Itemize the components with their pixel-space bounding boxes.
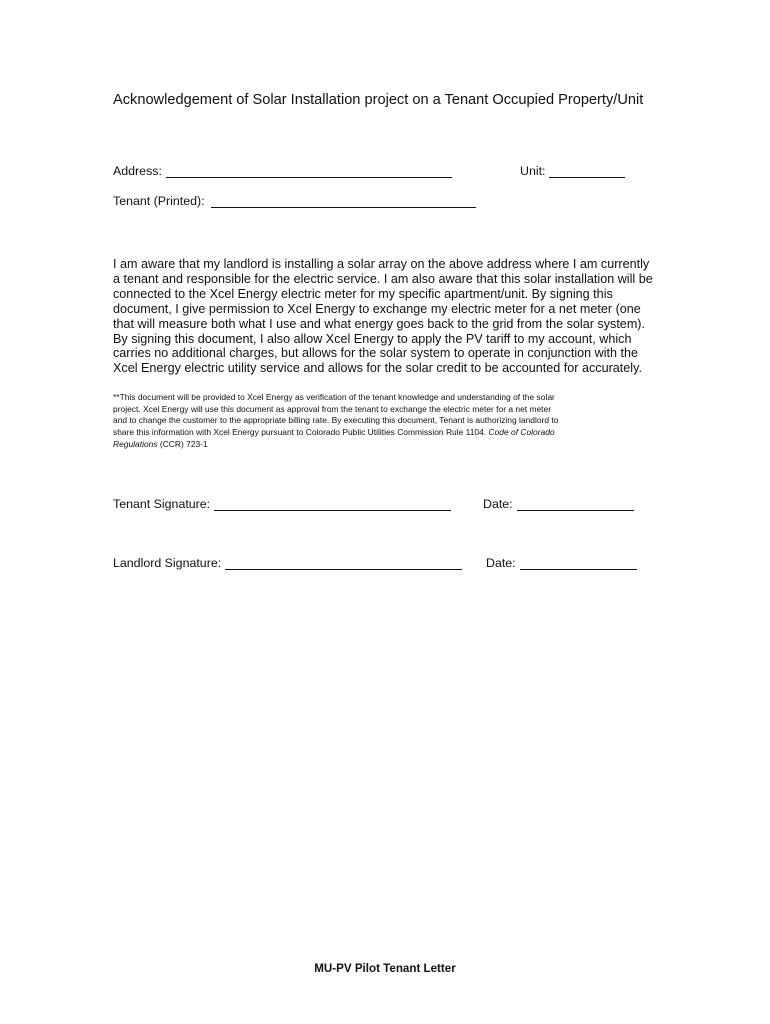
unit-label: Unit: (520, 164, 546, 178)
note-line (113, 439, 673, 451)
tenant-signature-row (113, 497, 451, 511)
address-field[interactable] (166, 165, 452, 178)
document-title: Acknowledgement of Solar Installation project on a Tenant Occupied Property/Unit (113, 92, 644, 108)
paragraph-line: connected to the Xcel Energy electric meter for my specific apartment/unit. By signing this (113, 286, 613, 301)
landlord-date-label: Date: (486, 556, 516, 570)
note-line-text: (CCR) 723-1 (157, 438, 208, 449)
acknowledgement-paragraph (113, 257, 673, 376)
landlord-signature-row (113, 556, 462, 570)
paragraph-line: By signing this document, I also allow Xcel Energy to apply the PV tariff to my account, which (113, 331, 632, 346)
note-line (113, 427, 673, 439)
landlord-signature-field[interactable] (225, 557, 462, 570)
paragraph-line: that will measure both what I use and what energy goes back to the grid from the solar system). (113, 316, 645, 331)
landlord-date-field[interactable] (520, 557, 637, 570)
paragraph-line: document, I give permission to Xcel Energy to exchange my electric meter for a net meter (one (113, 301, 641, 316)
note-citation-italic: Regulations (113, 438, 158, 449)
paragraph-line: carries no additional charges, but allows for the solar system to operate in conjunction with the (113, 346, 639, 361)
note-line: **This document will be provided to Xcel Energy as verification of the tenant knowledge and understanding of the solar (113, 392, 555, 402)
tenant-printed-label: Tenant (Printed): (113, 194, 205, 208)
landlord-date-row (486, 556, 637, 570)
address-label: Address: (113, 164, 162, 178)
tenant-signature-field[interactable] (214, 498, 451, 511)
landlord-signature-label: Landlord Signature: (113, 556, 222, 570)
note-citation-italic: Code of Colorado (488, 427, 555, 438)
tenant-date-label: Date: (483, 497, 513, 511)
tenant-date-field[interactable] (517, 498, 634, 511)
note-line: and to change the customer to the appropriate billing rate. By executing this document, Tenant is authorizing landlord to (113, 415, 559, 426)
paragraph-line: I am aware that my landlord is installing a solar array on the above address where I am currently (113, 257, 650, 271)
document-footer: MU-PV Pilot Tenant Letter (314, 962, 456, 975)
paragraph-line: a tenant and responsible for the electric service. I am also aware that this solar installation will be (113, 271, 653, 286)
address-row (113, 164, 452, 178)
paragraph-line: Xcel Energy electric utility service and allows for the solar credit to be accounted for accurately. (113, 361, 642, 376)
tenant-printed-field[interactable] (211, 195, 476, 208)
note-line: project. Xcel Energy will use this document as approval from the tenant to exchange the electric meter for a net meter (113, 403, 552, 414)
unit-row (520, 164, 625, 178)
tenant-date-row (483, 497, 634, 511)
tenant-signature-label: Tenant Signature: (113, 497, 211, 511)
tenant-printed-row (113, 194, 476, 208)
unit-field[interactable] (549, 165, 625, 178)
verification-note (113, 392, 673, 451)
note-line-text: share this information with Xcel Energy pursuant to Colorado Public Utilities Commission Rule 1104. (113, 427, 489, 438)
